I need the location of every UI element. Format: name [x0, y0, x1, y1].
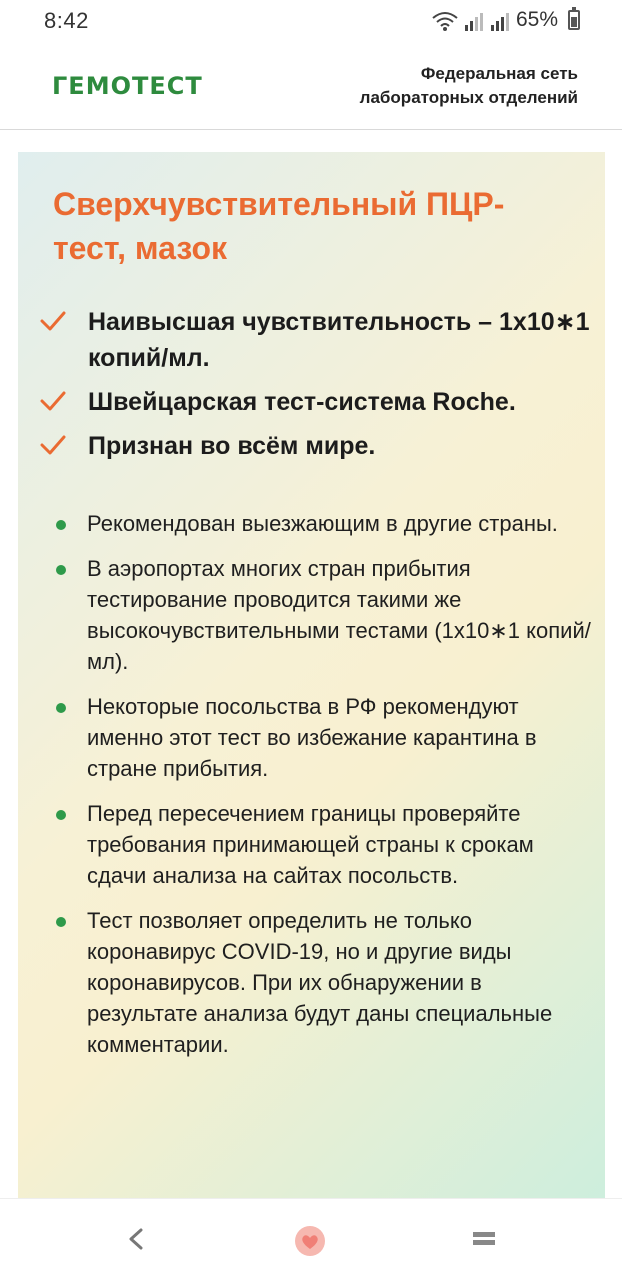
- bullet-dot-icon: [56, 917, 66, 927]
- menu-icon[interactable]: [466, 1221, 502, 1257]
- info-bullet-list: [56, 508, 596, 1074]
- gemotest-logo[interactable]: ГЕМОТЕСТ: [52, 72, 203, 100]
- check-item: [40, 428, 600, 464]
- bullet-text: Перед пересечением границы проверяйте требования принимающей страны к срокам сдачи анализа на сайтах посольств.: [87, 801, 534, 888]
- status-icons: [432, 8, 580, 32]
- bottom-nav-bar: [0, 1198, 622, 1280]
- checkmark-icon: [40, 390, 68, 417]
- check-item: [40, 384, 600, 420]
- tagline-line-1: Федеральная сеть: [420, 64, 578, 83]
- bullet-text: Рекомендован выезжающим в другие страны.: [87, 511, 558, 536]
- site-header: [0, 44, 622, 130]
- promo-card: [18, 152, 605, 1202]
- battery-percent: 65%: [515, 8, 558, 31]
- bullet-dot-icon: [56, 565, 66, 575]
- list-item: [56, 508, 596, 539]
- checkmark-icon: [40, 434, 68, 461]
- bullet-dot-icon: [56, 703, 66, 713]
- bullet-dot-icon: [56, 520, 66, 530]
- bullet-text: В аэропортах многих стран прибытия тестирование проводится такими же высокочувствительными тестами (1х10∗1 копий/мл).: [87, 556, 591, 674]
- signal-icon: [490, 9, 510, 31]
- check-text: Признан во всём мире.: [88, 432, 376, 460]
- back-icon[interactable]: [118, 1221, 154, 1257]
- promo-title: Сверхчувствительный ПЦР-тест, мазок: [53, 186, 505, 266]
- feature-check-list: [40, 304, 600, 472]
- check-item: [40, 304, 600, 376]
- tagline-line-2: лабораторных отделений: [359, 88, 578, 107]
- status-bar: [0, 0, 622, 44]
- signal-icon: [464, 9, 484, 31]
- heart-home-icon[interactable]: [290, 1221, 330, 1261]
- battery-icon: [568, 10, 580, 30]
- bullet-text: Тест позволяет определить не только коронавирус COVID-19, но и другие виды коронавирусов. При их обнаружении в результате анализа будут даны специальные комментарии.: [87, 908, 553, 1057]
- check-text: Наивысшая чувствительность – 1х10∗1 копий/мл.: [88, 308, 590, 372]
- checkmark-icon: [40, 310, 68, 337]
- header-tagline: [360, 62, 578, 110]
- list-item: [56, 691, 596, 784]
- list-item: [56, 553, 596, 677]
- bullet-dot-icon: [56, 810, 66, 820]
- wifi-icon: [432, 9, 458, 31]
- bullet-text: Некоторые посольства в РФ рекомендуют именно этот тест во избежание карантина в стране прибытия.: [87, 694, 537, 781]
- status-time: 8:42: [44, 8, 89, 33]
- list-item: [56, 905, 596, 1060]
- list-item: [56, 798, 596, 891]
- check-text: Швейцарская тест-система Roche.: [88, 388, 516, 416]
